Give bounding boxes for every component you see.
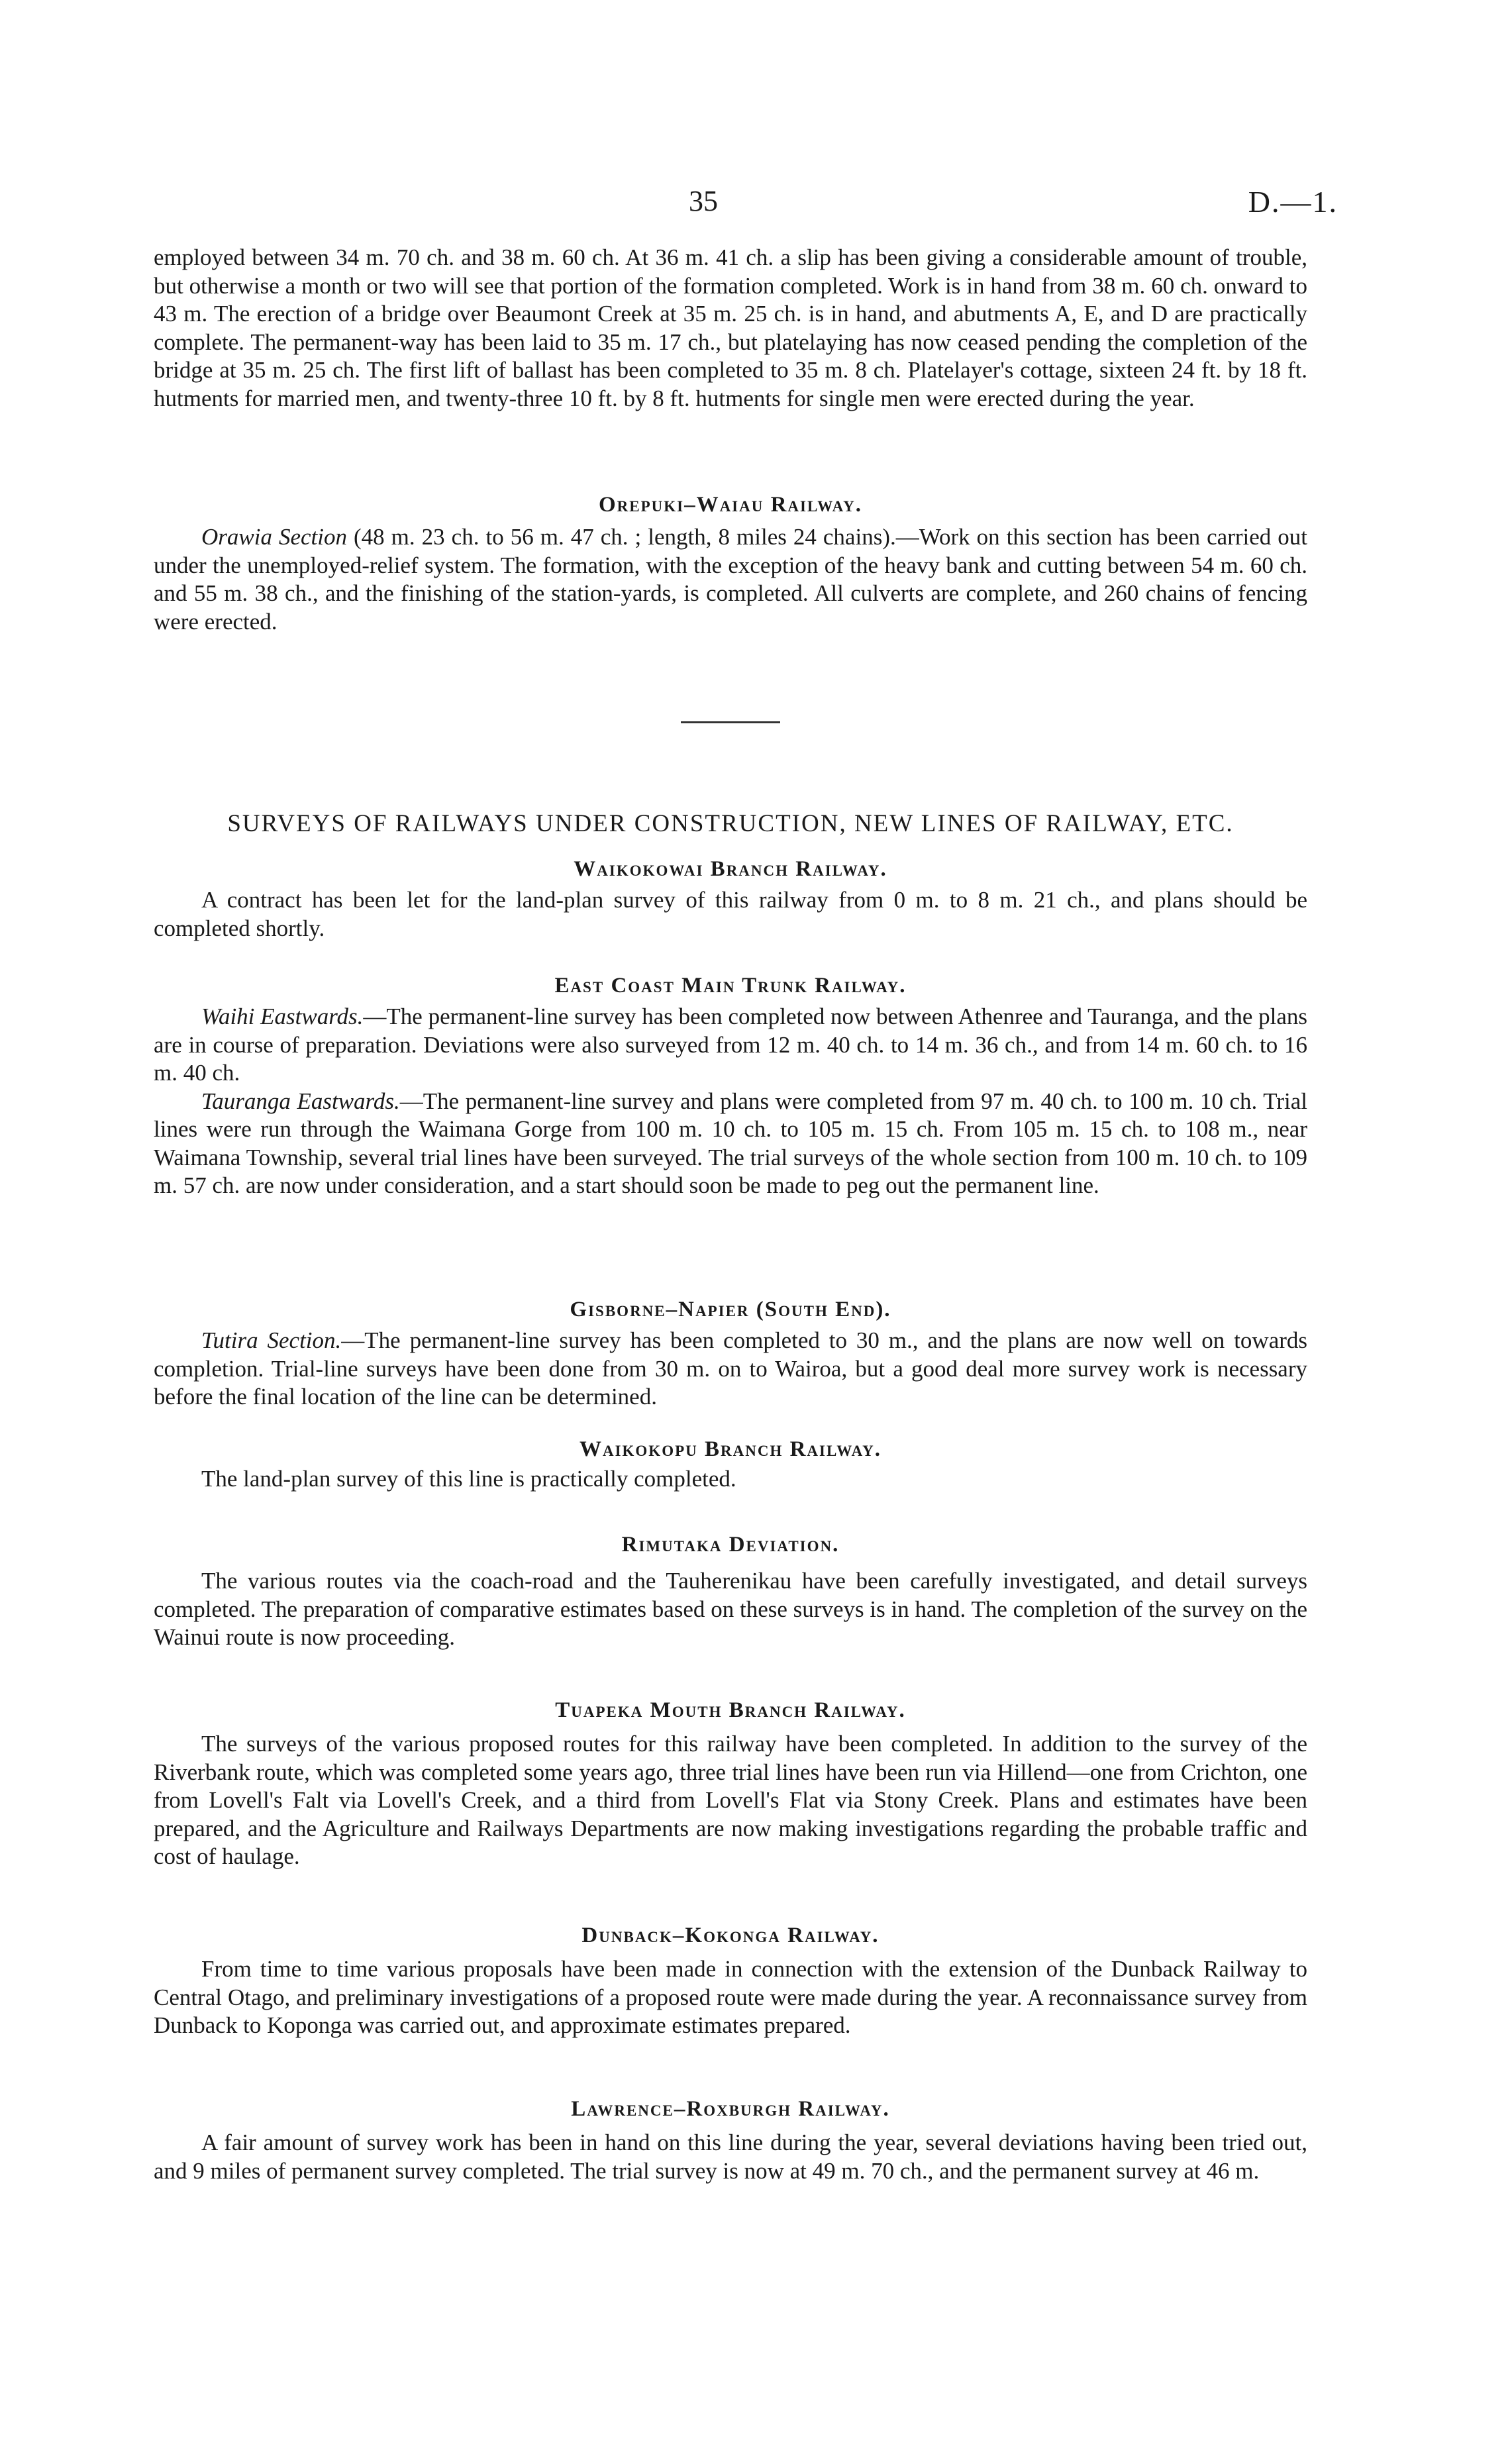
tuapeka-heading: Tuapeka Mouth Branch Railway. [555,1698,906,1722]
dunback-paragraph: From time to time various proposals have been made in connection with the extension of the Dunback Railway to Central Otago, and preliminary investigations of a proposed route were made during the year. A reconnaissance survey from Dunback to Koponga was carried out, and approximate estimates prepared. [154,1956,1307,2038]
page-number: 35 [689,185,718,217]
waikokowai-section [154,854,1307,943]
waihi-lead: Waihi Eastwards. [201,1003,364,1029]
east-coast-section [154,971,1307,1200]
lawrence-section [154,2094,1307,2185]
waikokopu-section [154,1435,1307,1494]
rimutaka-section [154,1530,1307,1652]
dunback-heading: Dunback–Kokonga Railway. [581,1924,880,1947]
waihi-paragraph [154,1003,1307,1088]
waikokowai-heading: Waikokowai Branch Railway. [574,857,887,881]
orepuki-heading: Orepuki–Waiau Railway. [598,493,863,517]
orepuki-lead: Orawia Section [201,524,347,550]
gisborne-lead: Tutira Section. [201,1327,342,1353]
rimutaka-paragraph: The various routes via the coach-road and the Tauherenikau have been carefully investigated, and detail surveys completed. The preparation of comparative estimates based on these surveys is in hand. The completion of the survey on the Wainui route is now proceeding. [154,1568,1307,1650]
gisborne-heading: Gisborne–Napier (South End). [570,1298,891,1321]
page-header [0,184,1510,224]
waihi-text: —The permanent-line survey has been completed now between Athenree and Tauranga, and the plans are in course of preparation. Deviations were also surveyed from 12 m. 40 ch. to 14 m. 36 ch., and from 14 m. 60 ch. to 16 m. 40 ch. [154,1003,1307,1086]
continuation-paragraph: employed between 34 m. 70 ch. and 38 m. 60 ch. At 36 m. 41 ch. a slip has been giving a considerable amount of trouble, but otherwise a month or two will see that portion of the formation completed. Work is in hand from 38 m. 60 ch. onward to 43 m. The erection of a bridge over Beaumont Creek at 35 m. 25 ch. is in hand, and abutments A, E, and D are practically complete. The permanent-way has been laid to 35 m. 17 ch., but platelaying has now ceased pending the completion of the bridge at 35 m. 25 ch. The first lift of ballast has been completed to 35 m. 8 ch. Platelayer's cottage, sixteen 24 ft. by 18 ft. hutments for married men, and twenty-three 10 ft. by 8 ft. hutments for single men were erected during the year. [154,244,1307,411]
tauranga-paragraph [154,1088,1307,1200]
tuapeka-section [154,1696,1307,1871]
gisborne-paragraph [154,1327,1307,1412]
tauranga-text: —The permanent-line survey and plans were completed from 97 m. 40 ch. to 100 m. 10 ch. Trial lines were run through the Waimana Gorge from 100 m. 10 ch. to 105 m. 15 ch. From 105 m. 15 ch. to 108 m., near Waimana Township, several trial lines have been surveyed. The trial surveys of the whole section from 100 m. 10 ch. to 109 m. 57 ch. are now under consideration, and a start should soon be made to peg out the permanent line. [154,1088,1307,1198]
lawrence-heading: Lawrence–Roxburgh Railway. [571,2097,890,2121]
document-reference: D.—1. [1248,185,1338,219]
orepuki-paragraph [154,523,1307,636]
waikokowai-paragraph: A contract has been let for the land-plan survey of this railway from 0 m. to 8 m. 21 ch., and plans should be completed shortly. [154,887,1307,941]
lawrence-paragraph: A fair amount of survey work has been in hand on this line during the year, several deviations having been tried out, and 9 miles of permanent survey completed. The trial survey is now at 49 m. 70 ch., and the permanent survey at 46 m. [154,2130,1307,2184]
dunback-section [154,1921,1307,2040]
east-coast-heading: East Coast Main Trunk Railway. [554,974,907,998]
waikokopu-heading: Waikokopu Branch Railway. [579,1437,882,1461]
orepuki-section [154,490,1307,636]
gisborne-section [154,1295,1307,1412]
waikokopu-paragraph: The land-plan survey of this line is practically completed. [201,1466,736,1492]
orepuki-text: (48 m. 23 ch. to 56 m. 47 ch. ; length, 8 miles 24 chains).—Work on this section has been carried out under the unemployed-relief system. The formation, with the exception of the heavy bank and cutting between 54 m. 60 ch. and 55 m. 38 ch., and the finishing of the station-yards, is completed. All culverts are complete, and 260 chains of fencing were erected. [154,524,1307,635]
continuation-block [154,244,1307,413]
tuapeka-paragraph: The surveys of the various proposed routes for this railway have been completed. In addition to the survey of the Riverbank route, which was completed some years ago, three trial lines have been run via Hillend—one from Crichton, one from Lovell's Falt via Lovell's Creek, and a third from Lovell's Flat via Stony Creek. Plans and estimates have been prepared, and the Agriculture and Railways Departments are now making investigations regarding the probable traffic and cost of haulage. [154,1731,1307,1869]
tauranga-lead: Tauranga Eastwards. [201,1088,400,1114]
rimutaka-heading: Rimutaka Deviation. [621,1533,840,1557]
section-divider [681,721,780,723]
gisborne-text: —The permanent-line survey has been completed to 30 m., and the plans are now well on towards completion. Trial-line surveys have been done from 30 m. on to Wairoa, but a good deal more survey work is necessary before the final location of the line can be determined. [154,1327,1307,1410]
section-title: SURVEYS OF RAILWAYS UNDER CONSTRUCTION, NEW LINES OF RAILWAY, ETC. [227,810,1234,837]
